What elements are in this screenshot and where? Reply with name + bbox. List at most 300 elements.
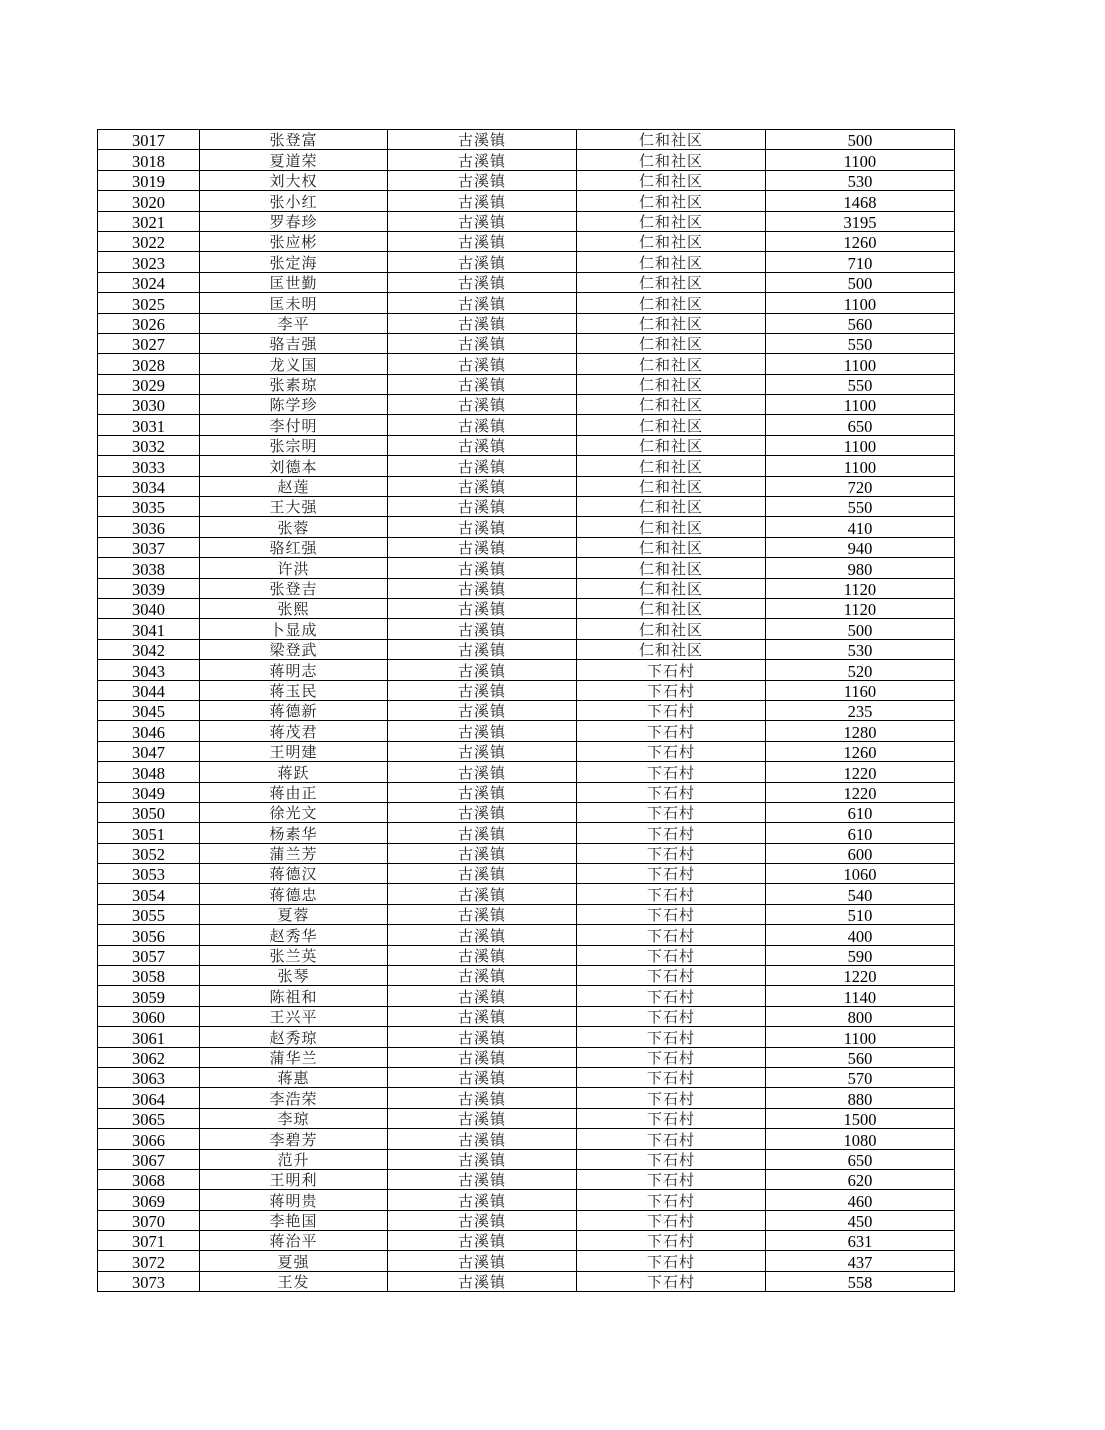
- table-row: [98, 1169, 955, 1189]
- town-cell: 古溪镇: [388, 333, 577, 353]
- amount-cell: 550: [766, 374, 955, 394]
- name-cell: 蒋德汉: [200, 864, 388, 884]
- village-cell: 下石村: [577, 802, 766, 822]
- amount-cell: 500: [766, 619, 955, 639]
- amount-cell: 1220: [766, 762, 955, 782]
- name-cell: 蒲兰芳: [200, 843, 388, 863]
- town-cell: 古溪镇: [388, 293, 577, 313]
- serial-number-cell: 3060: [98, 1006, 200, 1026]
- town-cell: 古溪镇: [388, 986, 577, 1006]
- amount-cell: 980: [766, 558, 955, 578]
- town-cell: 古溪镇: [388, 945, 577, 965]
- town-cell: 古溪镇: [388, 1067, 577, 1087]
- name-cell: 范升: [200, 1149, 388, 1169]
- town-cell: 古溪镇: [388, 558, 577, 578]
- amount-cell: 530: [766, 639, 955, 659]
- table-row: [98, 1047, 955, 1067]
- serial-number-cell: 3043: [98, 660, 200, 680]
- village-cell: 仁和社区: [577, 293, 766, 313]
- table-row: [98, 558, 955, 578]
- table-row: [98, 639, 955, 659]
- name-cell: 张琴: [200, 966, 388, 986]
- town-cell: 古溪镇: [388, 517, 577, 537]
- village-cell: 下石村: [577, 741, 766, 761]
- amount-cell: 550: [766, 333, 955, 353]
- serial-number-cell: 3017: [98, 130, 200, 150]
- town-cell: 古溪镇: [388, 680, 577, 700]
- amount-cell: 1100: [766, 435, 955, 455]
- table-row: [98, 333, 955, 353]
- amount-cell: 610: [766, 802, 955, 822]
- amount-cell: 1500: [766, 1108, 955, 1128]
- name-cell: 杨素华: [200, 823, 388, 843]
- village-cell: 下石村: [577, 1108, 766, 1128]
- serial-number-cell: 3044: [98, 680, 200, 700]
- town-cell: 古溪镇: [388, 497, 577, 517]
- village-cell: 仁和社区: [577, 558, 766, 578]
- table-row: [98, 864, 955, 884]
- amount-cell: 1100: [766, 395, 955, 415]
- serial-number-cell: 3038: [98, 558, 200, 578]
- table-row: [98, 272, 955, 292]
- table-row: [98, 1108, 955, 1128]
- serial-number-cell: 3062: [98, 1047, 200, 1067]
- serial-number-cell: 3035: [98, 497, 200, 517]
- amount-cell: 1100: [766, 354, 955, 374]
- amount-cell: 620: [766, 1169, 955, 1189]
- serial-number-cell: 3040: [98, 598, 200, 618]
- village-cell: 下石村: [577, 1210, 766, 1230]
- name-cell: 王发: [200, 1271, 388, 1291]
- town-cell: 古溪镇: [388, 864, 577, 884]
- name-cell: 蒋玉民: [200, 680, 388, 700]
- amount-cell: 1100: [766, 456, 955, 476]
- village-cell: 下石村: [577, 1027, 766, 1047]
- amount-cell: 650: [766, 1149, 955, 1169]
- table-row: [98, 456, 955, 476]
- town-cell: 古溪镇: [388, 395, 577, 415]
- village-cell: 下石村: [577, 1169, 766, 1189]
- amount-cell: 520: [766, 660, 955, 680]
- table-row: [98, 843, 955, 863]
- town-cell: 古溪镇: [388, 925, 577, 945]
- name-cell: 匡世勤: [200, 272, 388, 292]
- serial-number-cell: 3065: [98, 1108, 200, 1128]
- name-cell: 龙义国: [200, 354, 388, 374]
- name-cell: 蒋跃: [200, 762, 388, 782]
- town-cell: 古溪镇: [388, 904, 577, 924]
- town-cell: 古溪镇: [388, 231, 577, 251]
- name-cell: 蒋明贵: [200, 1190, 388, 1210]
- table-row: [98, 966, 955, 986]
- town-cell: 古溪镇: [388, 1190, 577, 1210]
- name-cell: 张蓉: [200, 517, 388, 537]
- amount-cell: 530: [766, 170, 955, 190]
- name-cell: 蒲华兰: [200, 1047, 388, 1067]
- village-cell: 下石村: [577, 1129, 766, 1149]
- serial-number-cell: 3049: [98, 782, 200, 802]
- village-cell: 下石村: [577, 1149, 766, 1169]
- name-cell: 王兴平: [200, 1006, 388, 1026]
- village-cell: 下石村: [577, 986, 766, 1006]
- table-row: [98, 374, 955, 394]
- town-cell: 古溪镇: [388, 1088, 577, 1108]
- amount-cell: 400: [766, 925, 955, 945]
- name-cell: 张登吉: [200, 578, 388, 598]
- table-row: [98, 1271, 955, 1291]
- table-row: [98, 1027, 955, 1047]
- amount-cell: 3195: [766, 211, 955, 231]
- name-cell: 蒋德新: [200, 700, 388, 720]
- amount-cell: 590: [766, 945, 955, 965]
- town-cell: 古溪镇: [388, 660, 577, 680]
- name-cell: 蒋茂君: [200, 721, 388, 741]
- table-row: [98, 252, 955, 272]
- name-cell: 刘德本: [200, 456, 388, 476]
- name-cell: 梁登武: [200, 639, 388, 659]
- town-cell: 古溪镇: [388, 415, 577, 435]
- village-cell: 下石村: [577, 1231, 766, 1251]
- table-row: [98, 904, 955, 924]
- town-cell: 古溪镇: [388, 191, 577, 211]
- amount-cell: 720: [766, 476, 955, 496]
- village-cell: 下石村: [577, 1067, 766, 1087]
- table-row: [98, 680, 955, 700]
- table-row: [98, 925, 955, 945]
- serial-number-cell: 3055: [98, 904, 200, 924]
- village-cell: 仁和社区: [577, 313, 766, 333]
- town-cell: 古溪镇: [388, 578, 577, 598]
- serial-number-cell: 3069: [98, 1190, 200, 1210]
- table-row: [98, 619, 955, 639]
- serial-number-cell: 3033: [98, 456, 200, 476]
- serial-number-cell: 3032: [98, 435, 200, 455]
- town-cell: 古溪镇: [388, 130, 577, 150]
- village-cell: 仁和社区: [577, 395, 766, 415]
- amount-cell: 570: [766, 1067, 955, 1087]
- town-cell: 古溪镇: [388, 639, 577, 659]
- village-cell: 下石村: [577, 823, 766, 843]
- name-cell: 许洪: [200, 558, 388, 578]
- amount-cell: 1080: [766, 1129, 955, 1149]
- amount-cell: 560: [766, 313, 955, 333]
- village-cell: 仁和社区: [577, 415, 766, 435]
- amount-cell: 510: [766, 904, 955, 924]
- serial-number-cell: 3067: [98, 1149, 200, 1169]
- name-cell: 蒋治平: [200, 1231, 388, 1251]
- amount-cell: 1220: [766, 782, 955, 802]
- table-body: [98, 130, 955, 1292]
- name-cell: 陈祖和: [200, 986, 388, 1006]
- town-cell: 古溪镇: [388, 150, 577, 170]
- name-cell: 蒋德忠: [200, 884, 388, 904]
- amount-cell: 500: [766, 130, 955, 150]
- table-row: [98, 415, 955, 435]
- town-cell: 古溪镇: [388, 313, 577, 333]
- village-cell: 仁和社区: [577, 517, 766, 537]
- table-row: [98, 578, 955, 598]
- amount-cell: 1060: [766, 864, 955, 884]
- village-cell: 仁和社区: [577, 231, 766, 251]
- village-cell: 仁和社区: [577, 578, 766, 598]
- serial-number-cell: 3059: [98, 986, 200, 1006]
- town-cell: 古溪镇: [388, 476, 577, 496]
- serial-number-cell: 3020: [98, 191, 200, 211]
- village-cell: 下石村: [577, 782, 766, 802]
- serial-number-cell: 3023: [98, 252, 200, 272]
- table-row: [98, 130, 955, 150]
- village-cell: 下石村: [577, 1271, 766, 1291]
- village-cell: 下石村: [577, 700, 766, 720]
- name-cell: 张熙: [200, 598, 388, 618]
- village-cell: 仁和社区: [577, 456, 766, 476]
- amount-cell: 1160: [766, 680, 955, 700]
- town-cell: 古溪镇: [388, 1129, 577, 1149]
- name-cell: 张兰英: [200, 945, 388, 965]
- table-row: [98, 537, 955, 557]
- amount-cell: 1100: [766, 293, 955, 313]
- town-cell: 古溪镇: [388, 1251, 577, 1271]
- village-cell: 仁和社区: [577, 272, 766, 292]
- town-cell: 古溪镇: [388, 1169, 577, 1189]
- name-cell: 王明建: [200, 741, 388, 761]
- table-row: [98, 598, 955, 618]
- town-cell: 古溪镇: [388, 1271, 577, 1291]
- name-cell: 李琼: [200, 1108, 388, 1128]
- amount-cell: 600: [766, 843, 955, 863]
- table-row: [98, 1067, 955, 1087]
- village-cell: 下石村: [577, 1088, 766, 1108]
- name-cell: 罗春珍: [200, 211, 388, 231]
- amount-cell: 550: [766, 497, 955, 517]
- table-row: [98, 395, 955, 415]
- table-row: [98, 1129, 955, 1149]
- serial-number-cell: 3018: [98, 150, 200, 170]
- serial-number-cell: 3071: [98, 1231, 200, 1251]
- name-cell: 蒋明志: [200, 660, 388, 680]
- amount-cell: 940: [766, 537, 955, 557]
- name-cell: 骆红强: [200, 537, 388, 557]
- name-cell: 张素琼: [200, 374, 388, 394]
- town-cell: 古溪镇: [388, 1231, 577, 1251]
- name-cell: 李平: [200, 313, 388, 333]
- amount-cell: 1120: [766, 598, 955, 618]
- amount-cell: 880: [766, 1088, 955, 1108]
- serial-number-cell: 3068: [98, 1169, 200, 1189]
- name-cell: 张小红: [200, 191, 388, 211]
- amount-cell: 450: [766, 1210, 955, 1230]
- village-cell: 下石村: [577, 843, 766, 863]
- name-cell: 王明利: [200, 1169, 388, 1189]
- village-cell: 仁和社区: [577, 619, 766, 639]
- serial-number-cell: 3024: [98, 272, 200, 292]
- town-cell: 古溪镇: [388, 1149, 577, 1169]
- town-cell: 古溪镇: [388, 598, 577, 618]
- town-cell: 古溪镇: [388, 1006, 577, 1026]
- village-cell: 仁和社区: [577, 435, 766, 455]
- table-row: [98, 884, 955, 904]
- serial-number-cell: 3064: [98, 1088, 200, 1108]
- amount-cell: 1260: [766, 741, 955, 761]
- village-cell: 仁和社区: [577, 374, 766, 394]
- serial-number-cell: 3027: [98, 333, 200, 353]
- name-cell: 夏道荣: [200, 150, 388, 170]
- serial-number-cell: 3066: [98, 1129, 200, 1149]
- table-row: [98, 1231, 955, 1251]
- serial-number-cell: 3046: [98, 721, 200, 741]
- amount-cell: 1280: [766, 721, 955, 741]
- town-cell: 古溪镇: [388, 170, 577, 190]
- table-row: [98, 762, 955, 782]
- table-row: [98, 497, 955, 517]
- village-cell: 仁和社区: [577, 252, 766, 272]
- serial-number-cell: 3030: [98, 395, 200, 415]
- town-cell: 古溪镇: [388, 211, 577, 231]
- serial-number-cell: 3031: [98, 415, 200, 435]
- village-cell: 仁和社区: [577, 191, 766, 211]
- town-cell: 古溪镇: [388, 762, 577, 782]
- town-cell: 古溪镇: [388, 782, 577, 802]
- name-cell: 夏蓉: [200, 904, 388, 924]
- table-row: [98, 1006, 955, 1026]
- table-row: [98, 476, 955, 496]
- serial-number-cell: 3054: [98, 884, 200, 904]
- name-cell: 蒋由正: [200, 782, 388, 802]
- village-cell: 仁和社区: [577, 497, 766, 517]
- table-row: [98, 782, 955, 802]
- village-cell: 下石村: [577, 1190, 766, 1210]
- village-cell: 仁和社区: [577, 537, 766, 557]
- name-cell: 赵莲: [200, 476, 388, 496]
- serial-number-cell: 3052: [98, 843, 200, 863]
- serial-number-cell: 3036: [98, 517, 200, 537]
- amount-cell: 800: [766, 1006, 955, 1026]
- amount-cell: 500: [766, 272, 955, 292]
- village-cell: 仁和社区: [577, 476, 766, 496]
- town-cell: 古溪镇: [388, 537, 577, 557]
- table-row: [98, 435, 955, 455]
- town-cell: 古溪镇: [388, 1027, 577, 1047]
- name-cell: 张应彬: [200, 231, 388, 251]
- amount-cell: 410: [766, 517, 955, 537]
- table-row: [98, 517, 955, 537]
- serial-number-cell: 3041: [98, 619, 200, 639]
- name-cell: 李浩荣: [200, 1088, 388, 1108]
- town-cell: 古溪镇: [388, 966, 577, 986]
- name-cell: 李付明: [200, 415, 388, 435]
- village-cell: 下石村: [577, 762, 766, 782]
- name-cell: 王大强: [200, 497, 388, 517]
- town-cell: 古溪镇: [388, 741, 577, 761]
- serial-number-cell: 3022: [98, 231, 200, 251]
- name-cell: 李碧芳: [200, 1129, 388, 1149]
- town-cell: 古溪镇: [388, 456, 577, 476]
- town-cell: 古溪镇: [388, 884, 577, 904]
- table-row: [98, 741, 955, 761]
- village-cell: 下石村: [577, 966, 766, 986]
- village-cell: 下石村: [577, 884, 766, 904]
- table-row: [98, 1251, 955, 1271]
- serial-number-cell: 3029: [98, 374, 200, 394]
- table-row: [98, 700, 955, 720]
- village-cell: 仁和社区: [577, 598, 766, 618]
- amount-cell: 650: [766, 415, 955, 435]
- table-row: [98, 1149, 955, 1169]
- table-row: [98, 1190, 955, 1210]
- amount-cell: 1100: [766, 150, 955, 170]
- serial-number-cell: 3053: [98, 864, 200, 884]
- serial-number-cell: 3039: [98, 578, 200, 598]
- village-cell: 仁和社区: [577, 130, 766, 150]
- table-row: [98, 802, 955, 822]
- village-cell: 下石村: [577, 1047, 766, 1067]
- amount-cell: 1260: [766, 231, 955, 251]
- amount-cell: 460: [766, 1190, 955, 1210]
- serial-number-cell: 3058: [98, 966, 200, 986]
- amount-cell: 710: [766, 252, 955, 272]
- serial-number-cell: 3047: [98, 741, 200, 761]
- town-cell: 古溪镇: [388, 700, 577, 720]
- spreadsheet-page: [97, 129, 954, 1292]
- village-cell: 仁和社区: [577, 333, 766, 353]
- table-row: [98, 211, 955, 231]
- village-cell: 下石村: [577, 660, 766, 680]
- amount-cell: 610: [766, 823, 955, 843]
- serial-number-cell: 3034: [98, 476, 200, 496]
- village-cell: 仁和社区: [577, 354, 766, 374]
- town-cell: 古溪镇: [388, 272, 577, 292]
- town-cell: 古溪镇: [388, 435, 577, 455]
- name-cell: 张登富: [200, 130, 388, 150]
- name-cell: 卜显成: [200, 619, 388, 639]
- amount-cell: 1468: [766, 191, 955, 211]
- amount-cell: 558: [766, 1271, 955, 1291]
- village-cell: 下石村: [577, 864, 766, 884]
- table-row: [98, 354, 955, 374]
- amount-cell: 235: [766, 700, 955, 720]
- serial-number-cell: 3037: [98, 537, 200, 557]
- serial-number-cell: 3063: [98, 1067, 200, 1087]
- town-cell: 古溪镇: [388, 1108, 577, 1128]
- village-cell: 仁和社区: [577, 211, 766, 231]
- village-cell: 下石村: [577, 904, 766, 924]
- town-cell: 古溪镇: [388, 721, 577, 741]
- serial-number-cell: 3061: [98, 1027, 200, 1047]
- serial-number-cell: 3051: [98, 823, 200, 843]
- table-row: [98, 313, 955, 333]
- serial-number-cell: 3070: [98, 1210, 200, 1230]
- table-row: [98, 823, 955, 843]
- serial-number-cell: 3021: [98, 211, 200, 231]
- amount-cell: 560: [766, 1047, 955, 1067]
- amount-cell: 1140: [766, 986, 955, 1006]
- table-row: [98, 721, 955, 741]
- name-cell: 张宗明: [200, 435, 388, 455]
- table-row: [98, 150, 955, 170]
- table-row: [98, 1088, 955, 1108]
- amount-cell: 1100: [766, 1027, 955, 1047]
- serial-number-cell: 3056: [98, 925, 200, 945]
- town-cell: 古溪镇: [388, 619, 577, 639]
- amount-cell: 1220: [766, 966, 955, 986]
- village-cell: 下石村: [577, 680, 766, 700]
- name-cell: 夏强: [200, 1251, 388, 1271]
- town-cell: 古溪镇: [388, 843, 577, 863]
- village-cell: 下石村: [577, 721, 766, 741]
- village-cell: 下石村: [577, 1251, 766, 1271]
- table-row: [98, 170, 955, 190]
- serial-number-cell: 3073: [98, 1271, 200, 1291]
